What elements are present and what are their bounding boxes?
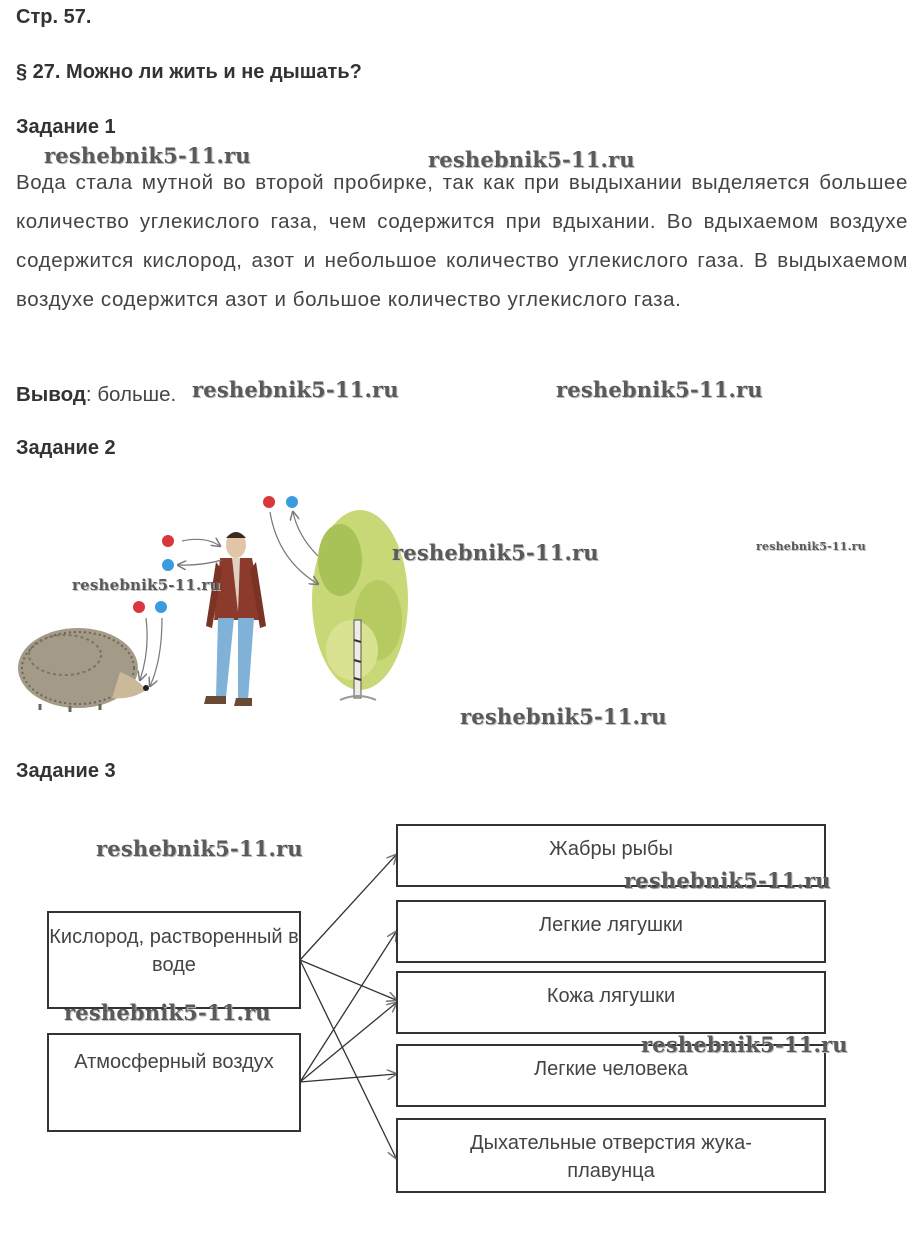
watermark: reshebnik5-11.ru <box>96 836 303 861</box>
hedgehog-image <box>18 628 149 712</box>
birch-tree-image <box>312 510 408 700</box>
target-box-fish-gills: Жабры рыбы <box>396 824 826 887</box>
oxygen-bubble <box>133 601 145 613</box>
oxygen-bubble <box>162 535 174 547</box>
watermark: reshebnik5-11.ru <box>624 868 831 893</box>
source-box-atmospheric-air: Атмосферный воздух <box>47 1033 301 1132</box>
task3-title: Задание 3 <box>16 760 116 782</box>
oxygen-bubble <box>263 496 275 508</box>
page-reference: Стр. 57. <box>16 6 92 28</box>
watermark: reshebnik5-11.ru <box>756 540 866 553</box>
conclusion-label: Вывод <box>16 383 86 406</box>
section-title: § 27. Можно ли жить и не дышать? <box>16 61 362 83</box>
co2-bubble <box>286 496 298 508</box>
task1-paragraph: Вода стала мутной во второй пробирке, так как при выдыхании выделяется большее количество углекислого газа, чем содержится при вдыхании. Во вдыхаемом воздухе содержится кислород, азот и небольшое количество углекислого газа. В выдыхаемом воздухе содержится азот и большое количество углекислого газа. <box>16 171 908 311</box>
co2-bubble <box>155 601 167 613</box>
target-box-frog-lungs: Легкие лягушки <box>396 900 826 963</box>
watermark: reshebnik5-11.ru <box>392 540 599 565</box>
man-image <box>204 532 266 706</box>
watermark: reshebnik5-11.ru <box>428 147 635 172</box>
watermark: reshebnik5-11.ru <box>460 704 667 729</box>
watermark: reshebnik5-11.ru <box>72 576 221 594</box>
target-box-human-lungs: Легкие человека <box>396 1044 826 1107</box>
watermark: reshebnik5-11.ru <box>641 1032 848 1057</box>
co2-bubble <box>162 559 174 571</box>
source-box-oxygen-in-water: Кислород, растворенный в воде <box>47 911 301 1009</box>
watermark: reshebnik5-11.ru <box>556 377 763 402</box>
target-box-beetle-spiracles: Дыхательные отверстия жука-плавунца <box>396 1118 826 1193</box>
target-box-frog-skin: Кожа лягушки <box>396 971 826 1034</box>
task3-link-arrows <box>300 855 396 1158</box>
task1-title: Задание 1 <box>16 116 116 138</box>
watermark: reshebnik5-11.ru <box>44 143 251 168</box>
watermark: reshebnik5-11.ru <box>64 1000 271 1025</box>
task2-title: Задание 2 <box>16 437 116 459</box>
watermark: reshebnik5-11.ru <box>192 377 399 402</box>
conclusion-text: : больше. <box>85 383 177 406</box>
